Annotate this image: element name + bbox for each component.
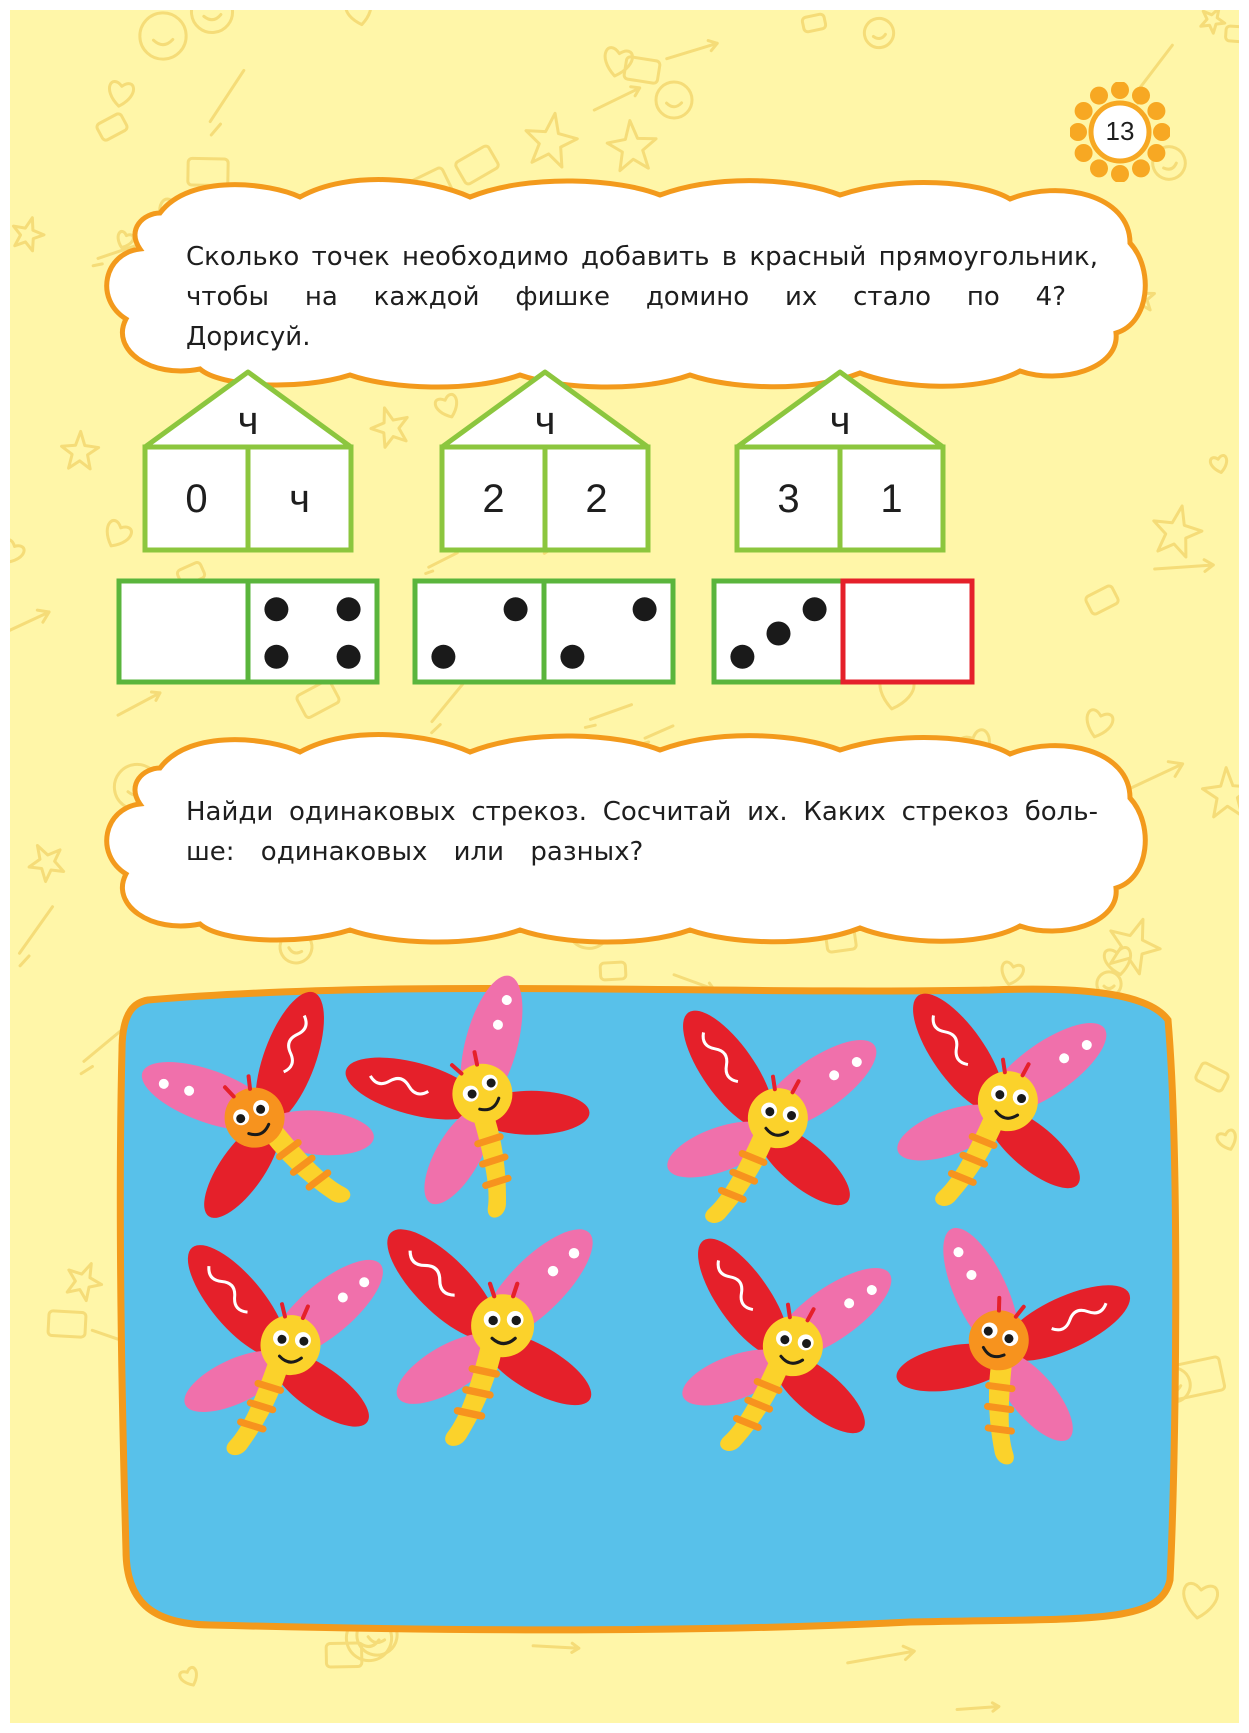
house-left-number: 2 <box>482 477 505 521</box>
task2-line-2: ше: одинаковых или разных? <box>186 837 644 867</box>
body-stripe <box>457 1411 481 1416</box>
house-roof-number: ч <box>534 399 556 443</box>
task1-line-2: чтобы на каждой фишке домино их стало по 4? Дорисуй. <box>186 282 1066 352</box>
task2-line-1: Найди одинаковых стрекоз. Сосчитай их. Каких стрекоз боль- <box>186 797 1098 827</box>
body-stripe <box>472 1369 496 1374</box>
house-roof-number: ч <box>237 399 259 443</box>
wing-spot <box>548 1266 559 1277</box>
house-left-number: 0 <box>185 477 208 521</box>
house-right-number: ч <box>289 477 310 521</box>
house-roof-number: ч <box>829 399 851 443</box>
wing-spot <box>569 1248 580 1259</box>
dragonfly-head <box>471 1294 534 1357</box>
house-right-number: 1 <box>880 477 903 521</box>
house-right-number: 2 <box>585 477 608 521</box>
dragonfly-pupil <box>512 1316 521 1325</box>
house-left-number: 3 <box>777 477 800 521</box>
page-number: 13 <box>1105 116 1135 146</box>
workbook-page <box>10 10 1239 1723</box>
body-stripe <box>466 1390 490 1395</box>
task1-line-1: Сколько точек необходимо добавить в красный прямоугольник, <box>186 242 1098 272</box>
dragonfly-pond <box>10 10 1239 1723</box>
dragonfly-pupil <box>488 1316 497 1325</box>
